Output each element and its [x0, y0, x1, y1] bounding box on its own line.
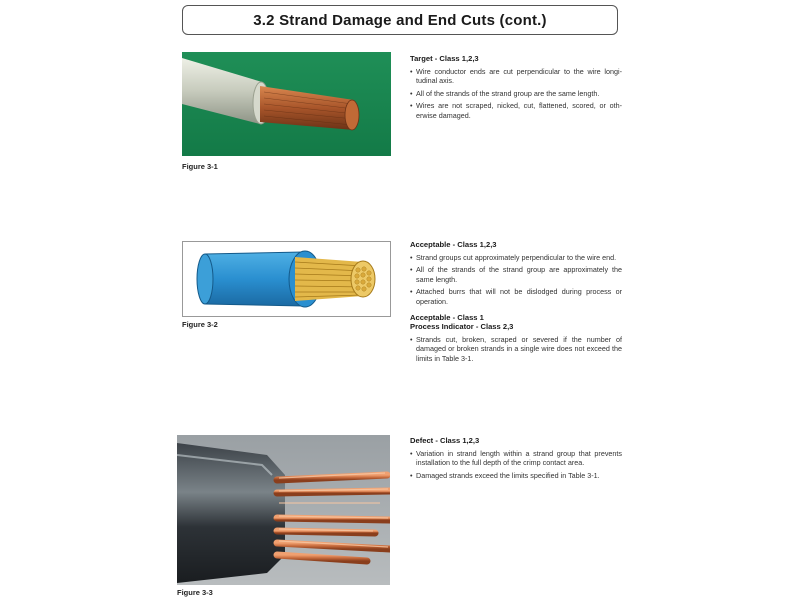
page-title: 3.2 Strand Damage and End Cuts (cont.)	[253, 11, 547, 29]
section-target	[410, 54, 622, 124]
list-item: • Wire conductor ends are cut perpendicular to the wire longi-tudinal axis.	[410, 67, 622, 86]
list-item: • Damaged strands exceed the limits specified in Table 3-1.	[410, 471, 622, 481]
section-subheading: Process Indicator - Class 2,3	[410, 322, 514, 332]
page-title-box	[182, 5, 618, 35]
bullet-list	[410, 449, 622, 481]
figure-3-2-image	[182, 241, 391, 317]
list-item: • All of the strands of the strand group are the same length.	[410, 89, 622, 99]
list-item: • Variation in strand length within a strand group that prevents installation to the full depth of the crimp contact area.	[410, 449, 622, 468]
section-heading: Acceptable - Class 1,2,3	[410, 240, 497, 249]
section-acceptable-123	[410, 240, 622, 367]
list-item: • All of the strands of the strand group are approximately the same length.	[410, 265, 622, 284]
figure-3-1-caption: Figure 3-1	[182, 162, 218, 171]
section-heading: Defect - Class 1,2,3	[410, 436, 480, 445]
section-heading: Target - Class 1,2,3	[410, 54, 479, 63]
list-item: • Strands cut, broken, scraped or severed if the number of damaged or broken strands in a single wire does not exceed the limits in Table 3-1.	[410, 335, 622, 364]
bullet-list	[410, 335, 622, 364]
list-item: • Wires are not scraped, nicked, cut, flattened, scored, or oth-erwise damaged.	[410, 101, 622, 120]
list-item: • Attached burrs that will not be dislodged during process or operation.	[410, 287, 622, 306]
figure-3-2-caption: Figure 3-2	[182, 320, 218, 329]
section-defect	[410, 436, 622, 483]
bullet-list	[410, 253, 622, 307]
figure-3-1-image	[182, 52, 391, 156]
figure-3-3-caption: Figure 3-3	[177, 588, 213, 597]
section-heading: Acceptable - Class 1	[410, 312, 484, 322]
list-item: • Strand groups cut approximately perpendicular to the wire end.	[410, 253, 622, 263]
bullet-list	[410, 67, 622, 121]
figure-3-3-image	[177, 435, 390, 585]
